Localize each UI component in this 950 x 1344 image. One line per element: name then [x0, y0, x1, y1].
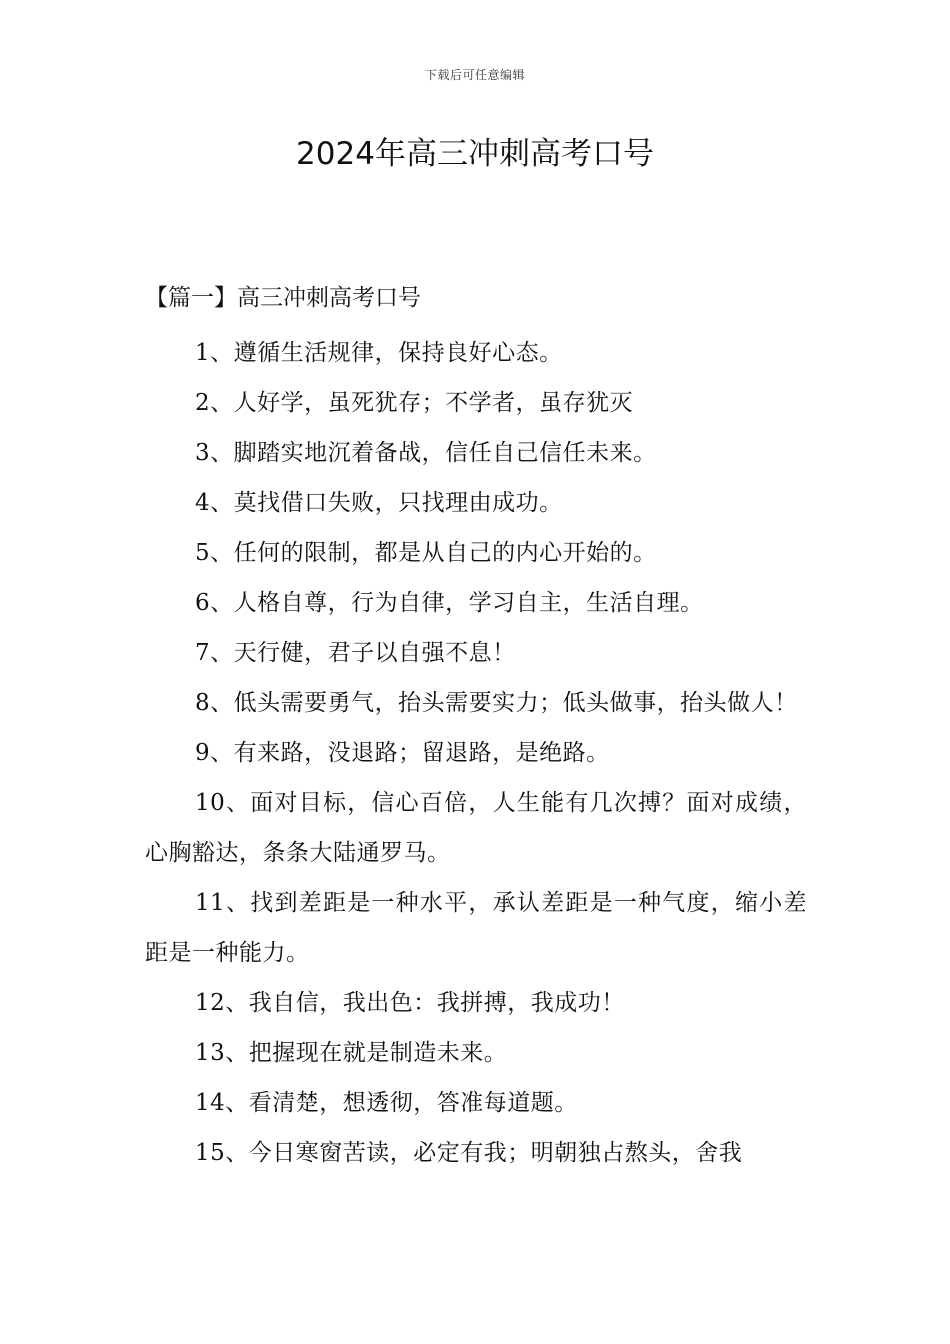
list-item: 8、低头需要勇气，抬头需要实力；低头做事，抬头做人！	[195, 690, 798, 716]
header-note: 下载后可任意编辑	[424, 68, 525, 82]
list-item: 2、人好学，虽死犹存；不学者，虽存犹灭	[195, 390, 634, 416]
document-title: 2024年高三冲刺高考口号	[296, 136, 654, 172]
list-item: 4、莫找借口失败，只找理由成功。	[195, 490, 563, 516]
list-item: 14、看清楚，想透彻，答准每道题。	[195, 1090, 578, 1116]
list-item: 12、我自信，我出色：我拼搏，我成功！	[195, 990, 625, 1016]
list-item: 10、面对目标，信心百倍，人生能有几次搏？面对成绩，心胸豁达，条条大陆通罗马。	[145, 790, 807, 866]
list-item: 11、找到差距是一种水平，承认差距是一种气度，缩小差距是一种能力。	[145, 890, 807, 966]
document-body	[145, 278, 807, 1178]
list-item: 3、脚踏实地沉着备战，信任自己信任未来。	[195, 440, 657, 466]
list-item: 13、把握现在就是制造未来。	[195, 1040, 508, 1066]
list-item: 5、任何的限制，都是从自己的内心开始的。	[195, 540, 657, 566]
section-heading: 【篇一】高三冲刺高考口号	[145, 285, 421, 311]
list-item: 6、人格自尊，行为自律，学习自主，生活自理。	[195, 590, 704, 616]
list-item: 9、有来路，没退路；留退路，是绝路。	[195, 740, 610, 766]
list-item: 1、遵循生活规律，保持良好心态。	[195, 340, 563, 366]
list-item: 7、天行健，君子以自强不息！	[195, 640, 516, 666]
list-item: 15、今日寒窗苦读，必定有我；明朝独占熬头，舍我	[195, 1140, 743, 1166]
